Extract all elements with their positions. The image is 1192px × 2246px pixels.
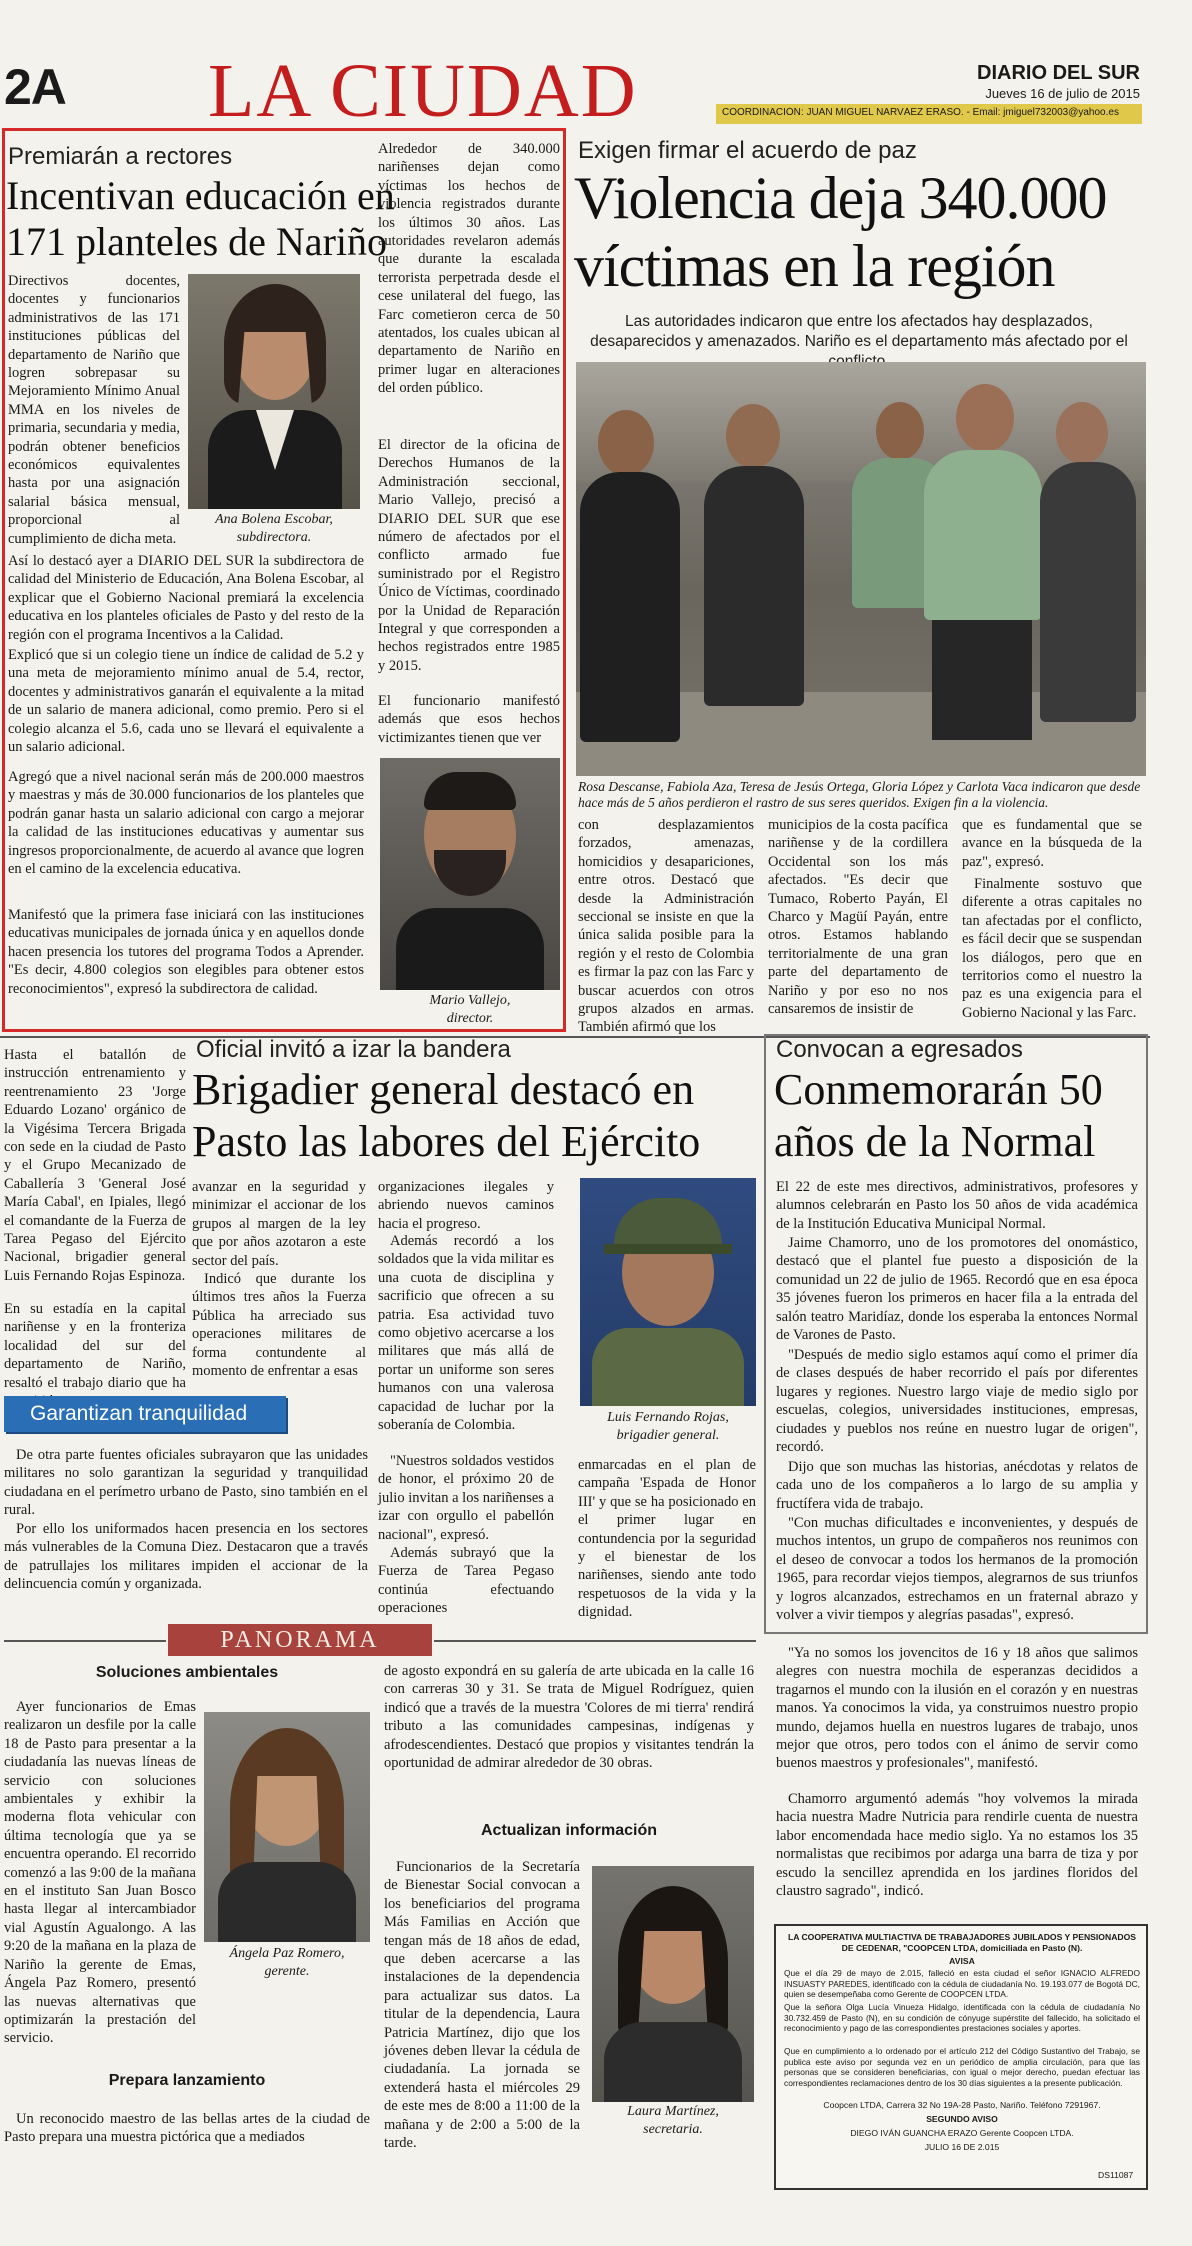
education-headline-2: 171 planteles de Nariño — [6, 219, 387, 264]
education-body-3: Explicó que si un colegio tiene un índice de calidad de 5.2 y una meta de mejoramiento mínimo anual de 5.4, rector, docentes y administrativos ganarán el equivalente a la mitad de un salario de manera adicional, como premio. Pero si el colegio alcanza el 5.6, cada uno se llevará el equivalente a un salario adicional. — [8, 647, 364, 756]
army-bottom-1: De otra parte fuentes oficiales subrayaron que las unidades militares no solo garantizan la seguridad y tranquilidad ciudadana en el perímetro urbano de Pasto, sino también en el rural. — [4, 1447, 368, 1519]
brigadier-caption-1: Luis Fernando Rojas, — [607, 1410, 729, 1425]
normal-body-2: Jaime Chamorro, uno de los promotores del onomástico, destacó que el plantel fue puesto a disposición de la comunidad un 22 de julio de 1965. Recordó que en esa época 35 jóvenes fueron los primeros en hacer fila a la entrada del salón teatro Maridíaz, donde los esperaba la entonces Normal de Varones de Pasto. — [776, 1235, 1138, 1344]
victims-body-2: El director de la oficina de Derechos Humanos de la Administración seccional, Mario Vallejo, precisó a DIARIO DEL SUR que ese número de afectados por el conflicto armado fue suministrado por el Registro Único de Víctimas, coordinado por la Unidad de Reparación Integral y que corresponden a hechos registrados entre 1985 y 2015. — [378, 437, 560, 674]
violence-deck: Las autoridades indicaron que entre los afectados hay desplazados, desaparecidos y amenazados. Nariño es el departamento más afectado por el — [590, 313, 1128, 350]
panorama-sub-1: Soluciones ambientales — [95, 1664, 279, 1681]
army-left-col-2: En su estadía en la capital nariñense y en la fronteriza localidad del sur del departamento de Nariño, resaltó el trabajo diario que ha — [4, 1301, 186, 1391]
victims-lead: Alrededor de 340.000 nariñenses dejan como víctimas los hechos de violencia registrados durante los últimos 30 años. Las autoridades revelaron además que durante la escalada terrorista perpetrada desde el cese unilateral del fuego, las Farc cometieron cerca de 50 atentados, los cuales ubican al departamento de Nariño en primer lugar en alteraciones del orden público. — [378, 141, 560, 397]
notice-address: Coopcen LTDA, Carrera 32 No 19A-28 Pasto, Nariño. Teléfono 7291967. — [823, 2100, 1101, 2110]
page-number: 2A — [4, 59, 66, 115]
education-kicker: Premiarán a rectores — [8, 143, 233, 170]
paper-date: Jueves 16 de julio de 2015 — [985, 86, 1140, 101]
violence-headline-1: Violencia deja 340.000 — [574, 165, 1107, 231]
panorama-body-2: Un reconocido maestro de las bellas artes de la ciudad de Pasto prepara una muestra pictórica que a mediados — [4, 2111, 370, 2146]
education-body-4: Agregó que a nivel nacional serán más de 200.000 maestros y maestras y más de 30.000 funcionarios de los planteles que podrán ganar hasta un salario adicional con cargo a mejorar la calidad de las instituciones educativas y aumentar sus ingresos proporcionalmente, de acuerdo al avance que logren en el camino de la excelencia educativa. — [8, 769, 364, 878]
army-headline-1: Brigadier general destacó en — [192, 1065, 695, 1114]
army-col-b4: Además subrayó que la Fuerza de Tarea Pegaso continúa efectuando operaciones — [378, 1545, 554, 1617]
notice-date: JULIO 16 DE 2.015 — [924, 2142, 1000, 2152]
victims-photo-caption: Rosa Descanse, Fabiola Aza, Teresa de Jesús Ortega, Gloria López y Carlota Vaca indicaron que desde hace más de 5 años perdieron el rastro de sus seres queridos. Exigen fin a la violencia. — [578, 779, 1141, 810]
army-headline-2: Pasto las labores del Ejército — [192, 1117, 701, 1166]
notice-second: SEGUNDO AVISO — [926, 2114, 998, 2124]
normal-body-7: Chamorro argumentó además "hoy volvemos la mirada hacia nuestra Madre Nutricia para rendirle cuenta de nuestra labor encomendada hace medio siglo. Ya no estamos los 35 normalistas que recibimos por adarga una barra de tiza y por escudo la sencillez aprendida en los jardines floridos del claustro sagrado", indicó. — [776, 1791, 1138, 1900]
angela-paz-photo — [204, 1712, 370, 1942]
violence-col-3a: que es fundamental que se avance en la búsqueda de la paz", expresó. — [962, 817, 1142, 870]
mario-vallejo-photo — [380, 758, 560, 990]
section-title: LA CIUDAD — [208, 49, 638, 133]
panorama-banner-label: PANORAMA — [220, 1627, 380, 1653]
normal-headline-1: Conmemorarán 50 — [774, 1065, 1103, 1114]
violence-col-2: municipios de la costa pacífica nariñense y de la cordillera Occidental son los más afectados. "Es decir que Tumaco, Roberto Payán, El Charco y Magüí Payán, entre otros. Estamos hablando territorialmente de una gran parte del departamento de Nariño y por eso no nos cansaremos de insistir de — [768, 817, 948, 1018]
army-col-c: enmarcadas en el plan de campaña 'Espada de Honor III' y que se ha posicionado en el primer lugar en contundencia por la seguridad y el bienestar de los nariñenses, siendo ante todo respetuosos de la vida y la dignidad. — [578, 1457, 756, 1621]
normal-headline-2: años de la Normal — [774, 1117, 1096, 1166]
notice-title: LA COOPERATIVA MULTIACTIVA DE TRABAJADORES JUBILADOS Y PENSIONADOS DE CEDENAR, "COOPCEN LTDA, domiciliada en Pasto (N). — [787, 1932, 1137, 1953]
normal-body-6: "Ya no somos los jovencitos de 16 y 18 años que salimos alegres con nuestra mochila de esperanzas decididos a tragarnos el mundo con la ilusión en el corazón y en nuestras manos. Ya conocimos la vida, ya construimos nuestro propio mundo, dejamos huella en nuestros lugares de trabajo, unos mejor que otros, pero todos con el ánimo de servir como buenos maestros y profesionales", manifestó. — [776, 1645, 1138, 1772]
education-body-2: Así lo destacó ayer a DIARIO DEL SUR la subdirectora de calidad del Ministerio de Educación, Ana Bolena Escobar, al explicar que el Gobierno Nacional premiará la excelencia educativa en los planteles oficiales de Pasto y del resto de la región con el programa Incentivos a la Calidad. — [8, 553, 364, 643]
brigadier-caption-2: brigadier general. — [616, 1428, 720, 1443]
notice-body-3: Que en cumplimiento a lo ordenado por el artículo 212 del Código Sustantivo del Trabajo, se publica este aviso por segunda vez en un periódico de amplia circulación, para que las personas que se consideren beneficiarias, con igual o mejor derecho, puedan efectuar las correspondientes reclamaciones dentro de los 30 días siguientes a la presente publicación. — [784, 2046, 1140, 2088]
brigadier-photo — [580, 1178, 756, 1406]
notice-subtitle: AVISA — [949, 1956, 975, 1966]
army-kicker: Oficial invitó a izar la bandera — [196, 1036, 511, 1063]
laura-martinez-photo — [592, 1866, 754, 2102]
education-headline-1: Incentivan educación en — [6, 173, 395, 218]
angela-paz-caption-2: gerente. — [264, 1964, 310, 1979]
panorama-rule — [4, 1640, 166, 1642]
normal-body-5: "Con muchas dificultades e inconvenientes, y después de muchos intentos, un grupo de compañeros nos reunimos con el deseo de convocar a todos los hermanos de la promoción 1965, para recordar viejos tiempos, alegrarnos de sus triunfos y logros alcanzados, estrechamos en un fraternal abrazo y volver a vivir tiempos y alegrías pasadas", expresó. — [776, 1515, 1138, 1624]
panorama-sub-3: Actualizan información — [480, 1822, 658, 1839]
notice-body-2: Que la señora Olga Lucía Vinueza Hidalgo, identificada con la cédula de ciudadanía No 30.732.459 de Pasto (N), en su condición de cónyuge supérstite del fallecido, ha solicitado el reconocimiento y pago de las correspondientes prestaciones sociales y aportes. — [784, 2002, 1140, 2034]
normal-kicker: Convocan a egresados — [776, 1036, 1023, 1063]
panorama-body-2b: de agosto expondrá en su galería de arte ubicada en la calle 16 con carreras 30 y 31. Se trata de Miguel Rodríguez, quien indicó que a través de la muestra 'Colores de mi tierra' rendirá tributo a las comunidades campesinas, indígenas y afrodescendientes. Destacó que propios y visitantes tendrán la oportunidad de admirar alrededor de 30 obras. — [384, 1663, 754, 1772]
education-lead: Directivos docentes, docentes y funcionarios administrativos de las 171 instituciones públicas del departamento de Nariño que logren sobrepasar su Mejoramiento Mínimo Anual MMA en los niveles de primaria, secundaria y media, podrán obtener beneficios económicos equivalentes hasta por una asignación salarial básica mensual, proporcional al cumplimiento de dicha meta. — [8, 273, 180, 547]
mario-vallejo-caption-2: director. — [446, 1011, 494, 1026]
victims-body-3: El funcionario manifestó además que esos hechos victimizantes tienen que ver — [378, 693, 560, 746]
normal-body-1: El 22 de este mes directivos, administrativos, profesores y alumnos celebrarán en Pasto los 50 años de vida académica de la Institución Educativa Municipal Normal. — [776, 1179, 1138, 1232]
violence-col-1: con desplazamientos forzados, amenazas, homicidios y desapariciones, entre otros. Destacó que desde la Administración seccional se insiste en que la única salida posible para la región y el resto de Colombia es firmar la paz con las Farc y buscar acuerdos con otros grupos alzados en armas. También afirmó que los — [578, 817, 754, 1036]
education-body-5: Manifestó que la primera fase iniciará con las instituciones educativas municipales de jornada única y en aquellos donde hacen presencia los tutores del programa Todos a Aprender. "Es decir, 4.800 colegios son elegibles para obtener estos reconocimientos", expresó la subdirectora de calidad. — [8, 907, 364, 997]
ana-bolena-caption-1: Ana Bolena Escobar, — [215, 512, 333, 527]
normal-body-3: "Después de medio siglo estamos aquí como el primer día de clases después de haber recorrido el país por diferentes lugares y regiones. Nuestro largo viaje de medio siglo por escuelas, colegios, universidades instituciones, empresas, ciudades y pueblos nos reúne en nuestro lugar de origen", recordó. — [776, 1347, 1138, 1456]
laura-martinez-caption-2: secretaria. — [643, 2122, 703, 2137]
laura-martinez-caption-1: Laura Martínez, — [627, 2104, 719, 2119]
violence-kicker: Exigen firmar el acuerdo de paz — [578, 137, 917, 164]
army-col-b: organizaciones ilegales y abriendo nuevos caminos hacia el progreso. — [378, 1179, 554, 1232]
ana-bolena-photo — [188, 274, 360, 509]
violence-col-3b: Finalmente sostuvo que diferente a otras capitales no tan afectadas por el conflicto, es fácil decir que se suspendan los diálogos, pero que en territorios como el nuestro la paz es una exigencia para el Gobierno Nacional y las Farc. — [962, 876, 1142, 1021]
garantizan-banner-label: Garantizan tranquilidad — [30, 1402, 248, 1425]
paper-name: DIARIO DEL SUR — [977, 62, 1140, 84]
panorama-rule-right — [434, 1640, 756, 1642]
notice-ref: DS11087 — [1098, 2170, 1134, 2180]
army-left-col: Hasta el batallón de instrucción entrenamiento y reentrenamiento 23 'Jorge Eduardo Lozano' orgánico de la Vigésima Tercera Brigada con sede en la ciudad de Pasto y el Grupo Mecanizado de Caballería 3 'General José María Cabal', en Ipiales, llegó el comandante de la Fuerza de Tarea Pegaso del Ejército Nacional, brigadier general Luis Fernando Rojas Espinoza. — [4, 1047, 186, 1284]
panorama-sub-2: Prepara lanzamiento — [108, 2072, 266, 2089]
normal-body-4: Dijo que son muchas las historias, anécdotas y relatos de cada uno de los compañeros a lo largo de su amplia y fructífera vida de trabajo. — [776, 1459, 1138, 1512]
angela-paz-caption-1: Ángela Paz Romero, — [229, 1946, 345, 1961]
army-bottom-2: Por ello los uniformados hacen presencia en los sectores más vulnerables de la Comuna Diez. Destacaron que a través de patrullajes los militares impiden el accionar de la delincuencia común y organizada. — [4, 1521, 368, 1593]
notice-signer: DIEGO IVÁN GUANCHA ERAZO Gerente Coopcen LTDA. — [850, 2128, 1074, 2138]
violence-headline-2: víctimas en la región — [574, 233, 1055, 299]
coordination-text: COORDINACIÓN: JUAN MIGUEL NARVÁEZ ERASO. - Email: jmiguel732003@yahoo.es — [722, 107, 1119, 118]
mario-vallejo-caption-1: Mario Vallejo, — [429, 993, 511, 1008]
army-col-b3: "Nuestros soldados vestidos de honor, el próximo 20 de julio invitan a los nariñenses a izar con orgullo el pabellón nacional", expresó. — [378, 1453, 554, 1543]
panorama-body-1: Ayer funcionarios de Emas realizaron un desfile por la calle 18 de Pasto para presentar a la ciudadanía las nuevas líneas de servicio con soluciones ambientales y exhibir la moderna flota vehicular con última tecnología que ya se encuentra operando. El recorrido comenzó a las 9:00 de la mañana en el instituto San Juan Bosco hasta llegar al intercambiador vial Agustín Agualongo. A las 9:20 de la mañana en la plaza de Nariño la gerente de Emas, Ángela Paz Romero, presentó las nuevas alternativas que optimizarán la prestación del servicio. — [4, 1699, 196, 2047]
army-col-b2: Además recordó a los soldados que la vida militar es una cuota de disciplina y sacrificio que ofrecen a su patria. Esa actividad tuvo como objetivo acercarse a los militares que más allá de portar un uniforme son seres humanos con una valerosa capacidad de luchar por la soberanía de Colombia. — [378, 1233, 554, 1434]
army-col-a: avanzar en la seguridad y minimizar el accionar de los grupos al margen de la ley que por años azotaron a este sector del país. — [192, 1179, 366, 1269]
ana-bolena-caption-2: subdirectora. — [236, 530, 312, 545]
victims-group-photo — [576, 362, 1146, 776]
panorama-body-3: Funcionarios de la Secretaría de Bienestar Social convocan a los beneficiarios del programa Más Familias en Acción que tengan más de 18 años de edad, que deben acercarse a las instalaciones de la dependencia para actualizar sus datos. La titular de la dependencia, Laura Patricia Martínez, dijo que los jóvenes deben llevar la cédula de ciudadanía. La jornada se extenderá hasta el miércoles 29 de este mes de 8:00 a 11:00 de la mañana y de 2:00 a 5:00 de la tarde. — [384, 1859, 580, 2152]
army-col-a2: Indicó que durante los últimos tres años la Fuerza Pública ha arreciado sus operaciones militares de forma contundente al momento de enfrentar a esas — [192, 1271, 366, 1380]
notice-body-1: Que el día 29 de mayo de 2.015, falleció en esta ciudad el señor IGNACIO ALFREDO INSUASTY PAREDES, identificado con la cédula de ciudadanía No. 19.193.077 de Bogotá DC, quien se desempeñaba como Gerente de COOPCEN LTDA. — [784, 1968, 1140, 2000]
